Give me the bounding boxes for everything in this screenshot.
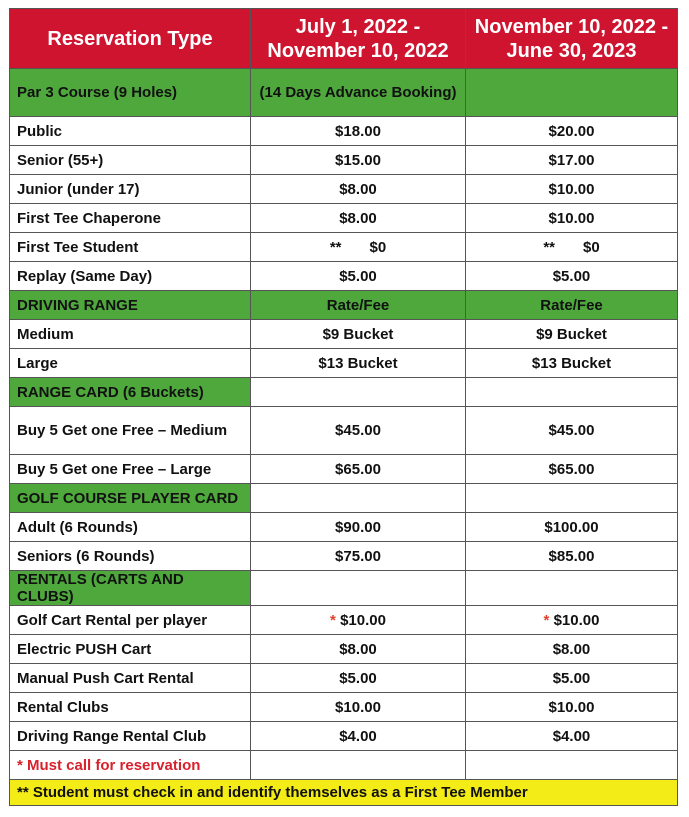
rate-value: $10.00 [553, 611, 600, 629]
rate-2: $10.00 [466, 175, 678, 204]
header-period-1: July 1, 2022 - November 10, 2022 [251, 9, 466, 69]
row-label: First Tee Chaperone [10, 204, 251, 233]
section-rentals [10, 571, 678, 606]
footnote-call-row [10, 751, 678, 780]
row-label: Large [10, 349, 251, 378]
section-label: RANGE CARD (6 Buckets) [10, 378, 251, 407]
rate-1: $5.00 [251, 664, 466, 693]
rate-1: $8.00 [251, 635, 466, 664]
table-row [10, 146, 678, 175]
table-row [10, 542, 678, 571]
section-player-card [10, 484, 678, 513]
table-row [10, 175, 678, 204]
header-reservation-type: Reservation Type [10, 9, 251, 69]
footnote-mark: * [543, 611, 550, 629]
rate-2: $85.00 [466, 542, 678, 571]
row-label: Buy 5 Get one Free – Medium [10, 407, 251, 455]
rate-1: $15.00 [251, 146, 466, 175]
table-row [10, 606, 678, 635]
section-label: Par 3 Course (9 Holes) [10, 69, 251, 117]
section-par3 [10, 69, 678, 117]
section-driving-range [10, 291, 678, 320]
rate-2: $5.00 [466, 664, 678, 693]
rate-1: $13 Bucket [251, 349, 466, 378]
rate-1: $45.00 [251, 407, 466, 455]
row-label: Junior (under 17) [10, 175, 251, 204]
rate-2: $8.00 [466, 635, 678, 664]
row-label: Seniors (6 Rounds) [10, 542, 251, 571]
rate-2: $10.00 [466, 204, 678, 233]
footnote-student: ** Student must check in and identify themselves as a First Tee Member [10, 780, 678, 806]
rate-value: $0 [583, 238, 600, 256]
empty-cell [251, 378, 466, 407]
row-label: Public [10, 117, 251, 146]
row-label: Buy 5 Get one Free – Large [10, 455, 251, 484]
rate-1: $65.00 [251, 455, 466, 484]
rate-2: $5.00 [466, 262, 678, 291]
table-row [10, 320, 678, 349]
rate-1: $90.00 [251, 513, 466, 542]
row-label: Rental Clubs [10, 693, 251, 722]
advance-booking-note: (14 Days Advance Booking) [251, 69, 466, 117]
table-row [10, 722, 678, 751]
empty-cell [466, 378, 678, 407]
table-row [10, 262, 678, 291]
section-range-card [10, 378, 678, 407]
table-row [10, 233, 678, 262]
rate-1: $5.00 [251, 262, 466, 291]
rate-1 [251, 233, 466, 262]
table-row [10, 455, 678, 484]
row-label: Senior (55+) [10, 146, 251, 175]
rate-2 [466, 233, 678, 262]
footnote-student-row [10, 780, 678, 806]
rate-2: $65.00 [466, 455, 678, 484]
rate-1: $9 Bucket [251, 320, 466, 349]
header-row [10, 9, 678, 69]
empty-cell [251, 751, 466, 780]
row-label: Adult (6 Rounds) [10, 513, 251, 542]
rate-1: $8.00 [251, 175, 466, 204]
footnote-mark: ** [329, 238, 342, 256]
rate-value: $0 [369, 238, 387, 256]
table-row [10, 407, 678, 455]
rate-2: $17.00 [466, 146, 678, 175]
row-label: Medium [10, 320, 251, 349]
header-period-2: November 10, 2022 - June 30, 2023 [466, 9, 678, 69]
table-row [10, 664, 678, 693]
row-label: Driving Range Rental Club [10, 722, 251, 751]
empty-cell [251, 484, 466, 513]
rate-1: $4.00 [251, 722, 466, 751]
empty-cell [466, 571, 678, 606]
footnote-mark: ** [543, 238, 555, 256]
table-row [10, 693, 678, 722]
section-label: GOLF COURSE PLAYER CARD [10, 484, 251, 513]
rates-table [9, 8, 678, 806]
rate-2: $13 Bucket [466, 349, 678, 378]
rate-2 [466, 606, 678, 635]
rate-2: $45.00 [466, 407, 678, 455]
empty-cell [466, 484, 678, 513]
rate-1: $75.00 [251, 542, 466, 571]
table-row [10, 513, 678, 542]
footnote-mark: * [330, 611, 336, 629]
empty-cell [466, 69, 678, 117]
rate-2: $9 Bucket [466, 320, 678, 349]
rate-2: $20.00 [466, 117, 678, 146]
table-row [10, 117, 678, 146]
section-label: RENTALS (CARTS AND CLUBS) [10, 571, 251, 606]
section-label: DRIVING RANGE [10, 291, 251, 320]
footnote-call: * Must call for reservation [10, 751, 251, 780]
rate-1: $8.00 [251, 204, 466, 233]
table-row [10, 204, 678, 233]
row-label: Golf Cart Rental per player [10, 606, 251, 635]
table-row [10, 349, 678, 378]
row-label: First Tee Student [10, 233, 251, 262]
empty-cell [251, 571, 466, 606]
rate-1: $18.00 [251, 117, 466, 146]
rate-1 [251, 606, 466, 635]
rate-fee-header: Rate/Fee [251, 291, 466, 320]
rate-2: $4.00 [466, 722, 678, 751]
rate-2: $100.00 [466, 513, 678, 542]
rate-value: $10.00 [340, 611, 386, 629]
rate-2: $10.00 [466, 693, 678, 722]
rate-fee-header: Rate/Fee [466, 291, 678, 320]
row-label: Electric PUSH Cart [10, 635, 251, 664]
row-label: Replay (Same Day) [10, 262, 251, 291]
table-row [10, 635, 678, 664]
rate-1: $10.00 [251, 693, 466, 722]
empty-cell [466, 751, 678, 780]
row-label: Manual Push Cart Rental [10, 664, 251, 693]
